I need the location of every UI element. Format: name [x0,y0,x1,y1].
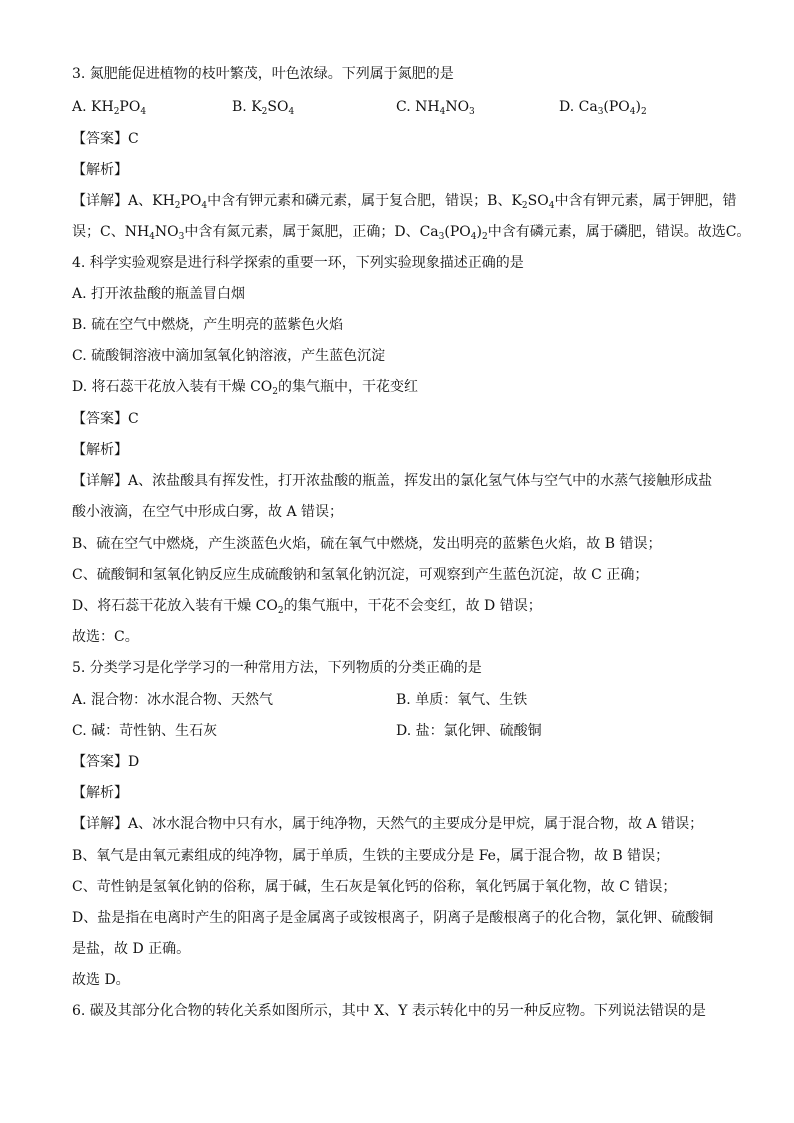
q4-answer: 【答案】C [72,411,139,427]
q4-option-d: D. 将石蕊干花放入装有干燥 $CO_2$的集气瓶中，干花变红 [72,379,418,397]
q3-detail-line: 【详解】A、$KH_2PO_4$中含有钾元素和磷元素，属于复合肥，错误；B、$K_2SO_4$中含有钾元素，属于钾肥，错 [72,193,737,211]
q4-detail-line: B、硫在空气中燃烧，产生淡蓝色火焰，硫在氧气中燃烧，发出明亮的蓝紫色火焰，故 B 错误； [72,536,662,552]
q3-option-a: A. $KH_2PO_4$ [72,99,147,117]
q5-option-a: A. 混合物：冰水混合物、天然气 [72,692,274,708]
q4-option-a: A. 打开浓盐酸的瓶盖冒白烟 [72,286,246,302]
q4-stem: 4. 科学实验观察是进行科学探索的重要一环，下列实验现象描述正确的是 [72,255,524,271]
q5-option-b: B. 单质：氧气、生铁 [396,692,528,708]
q5-detail-line: B、氧气是由氧元素组成的纯净物，属于单质，生铁的主要成分是 Fe，属于混合物，故 B 错误； [72,848,670,864]
q4-detail-line: D、将石蕊干花放入装有干燥 $CO_2$的集气瓶中，干花不会变红，故 D 错误； [72,598,542,616]
q4-detail-line: C、硫酸铜和氢氧化钠反应生成硫酸钠和氢氧化钠沉淀，可观察到产生蓝色沉淀，故 C 正确； [72,567,649,583]
q5-answer: 【答案】D [72,754,140,770]
q4-detail-line: 故选：C。 [72,629,139,645]
q5-stem: 5. 分类学习是化学学习的一种常用方法，下列物质的分类正确的是 [72,660,482,676]
q3-option-b: B. $K_2SO_4$ [232,99,295,117]
q4-option-b: B. 硫在空气中燃烧，产生明亮的蓝紫色火焰 [72,317,344,333]
q5-option-d: D. 盐：氯化钾、硫酸铜 [396,723,542,739]
q5-detail-line: D、盐是指在电离时产生的阳离子是金属离子或铵根离子，阴离子是酸根离子的化合物，氯化钾、硫酸铜 [72,910,714,926]
q4-analysis-label: 【解析】 [72,442,128,458]
q5-analysis-label: 【解析】 [72,785,128,801]
q5-detail-line: 故选 D。 [72,972,130,988]
q5-option-c: C. 碱：苛性钠、生石灰 [72,723,218,739]
q3-option-d: D. $Ca_3(PO_4)_2$ [559,99,647,117]
q3-detail-line: 误；C、$NH_4NO_3$中含有氮元素，属于氮肥，正确；D、$Ca_3(PO_4)_2$中含有磷元素，属于磷肥，错误。故选C。 [72,224,751,242]
q3-option-c: C. $NH_4NO_3$ [396,99,475,117]
q4-detail-line: 【详解】A、浓盐酸具有挥发性，打开浓盐酸的瓶盖，挥发出的氯化氢气体与空气中的水蒸气接触形成盐 [72,473,713,489]
q3-analysis-label: 【解析】 [72,162,128,178]
q3-stem: 3. 氮肥能促进植物的枝叶繁茂，叶色浓绿。下列属于氮肥的是 [72,66,454,82]
q3-answer: 【答案】C [72,131,139,147]
q4-detail-line: 酸小液滴，在空气中形成白雾，故 A 错误； [72,504,344,520]
q5-detail-line: C、苛性钠是氢氧化钠的俗称，属于碱，生石灰是氧化钙的俗称，氧化钙属于氧化物，故 C 错误； [72,879,677,895]
q5-detail-line: 是盐，故 D 正确。 [72,941,191,957]
q5-detail-line: 【详解】A、冰水混合物中只有水，属于纯净物，天然气的主要成分是甲烷，属于混合物，故 A 错误； [72,816,704,832]
q6-stem: 6. 碳及其部分化合物的转化关系如图所示，其中 X、Y 表示转化中的另一种反应物。下列说法错误的是 [72,1003,706,1019]
q4-option-c: C. 硫酸铜溶液中滴加氢氧化钠溶液，产生蓝色沉淀 [72,348,386,364]
